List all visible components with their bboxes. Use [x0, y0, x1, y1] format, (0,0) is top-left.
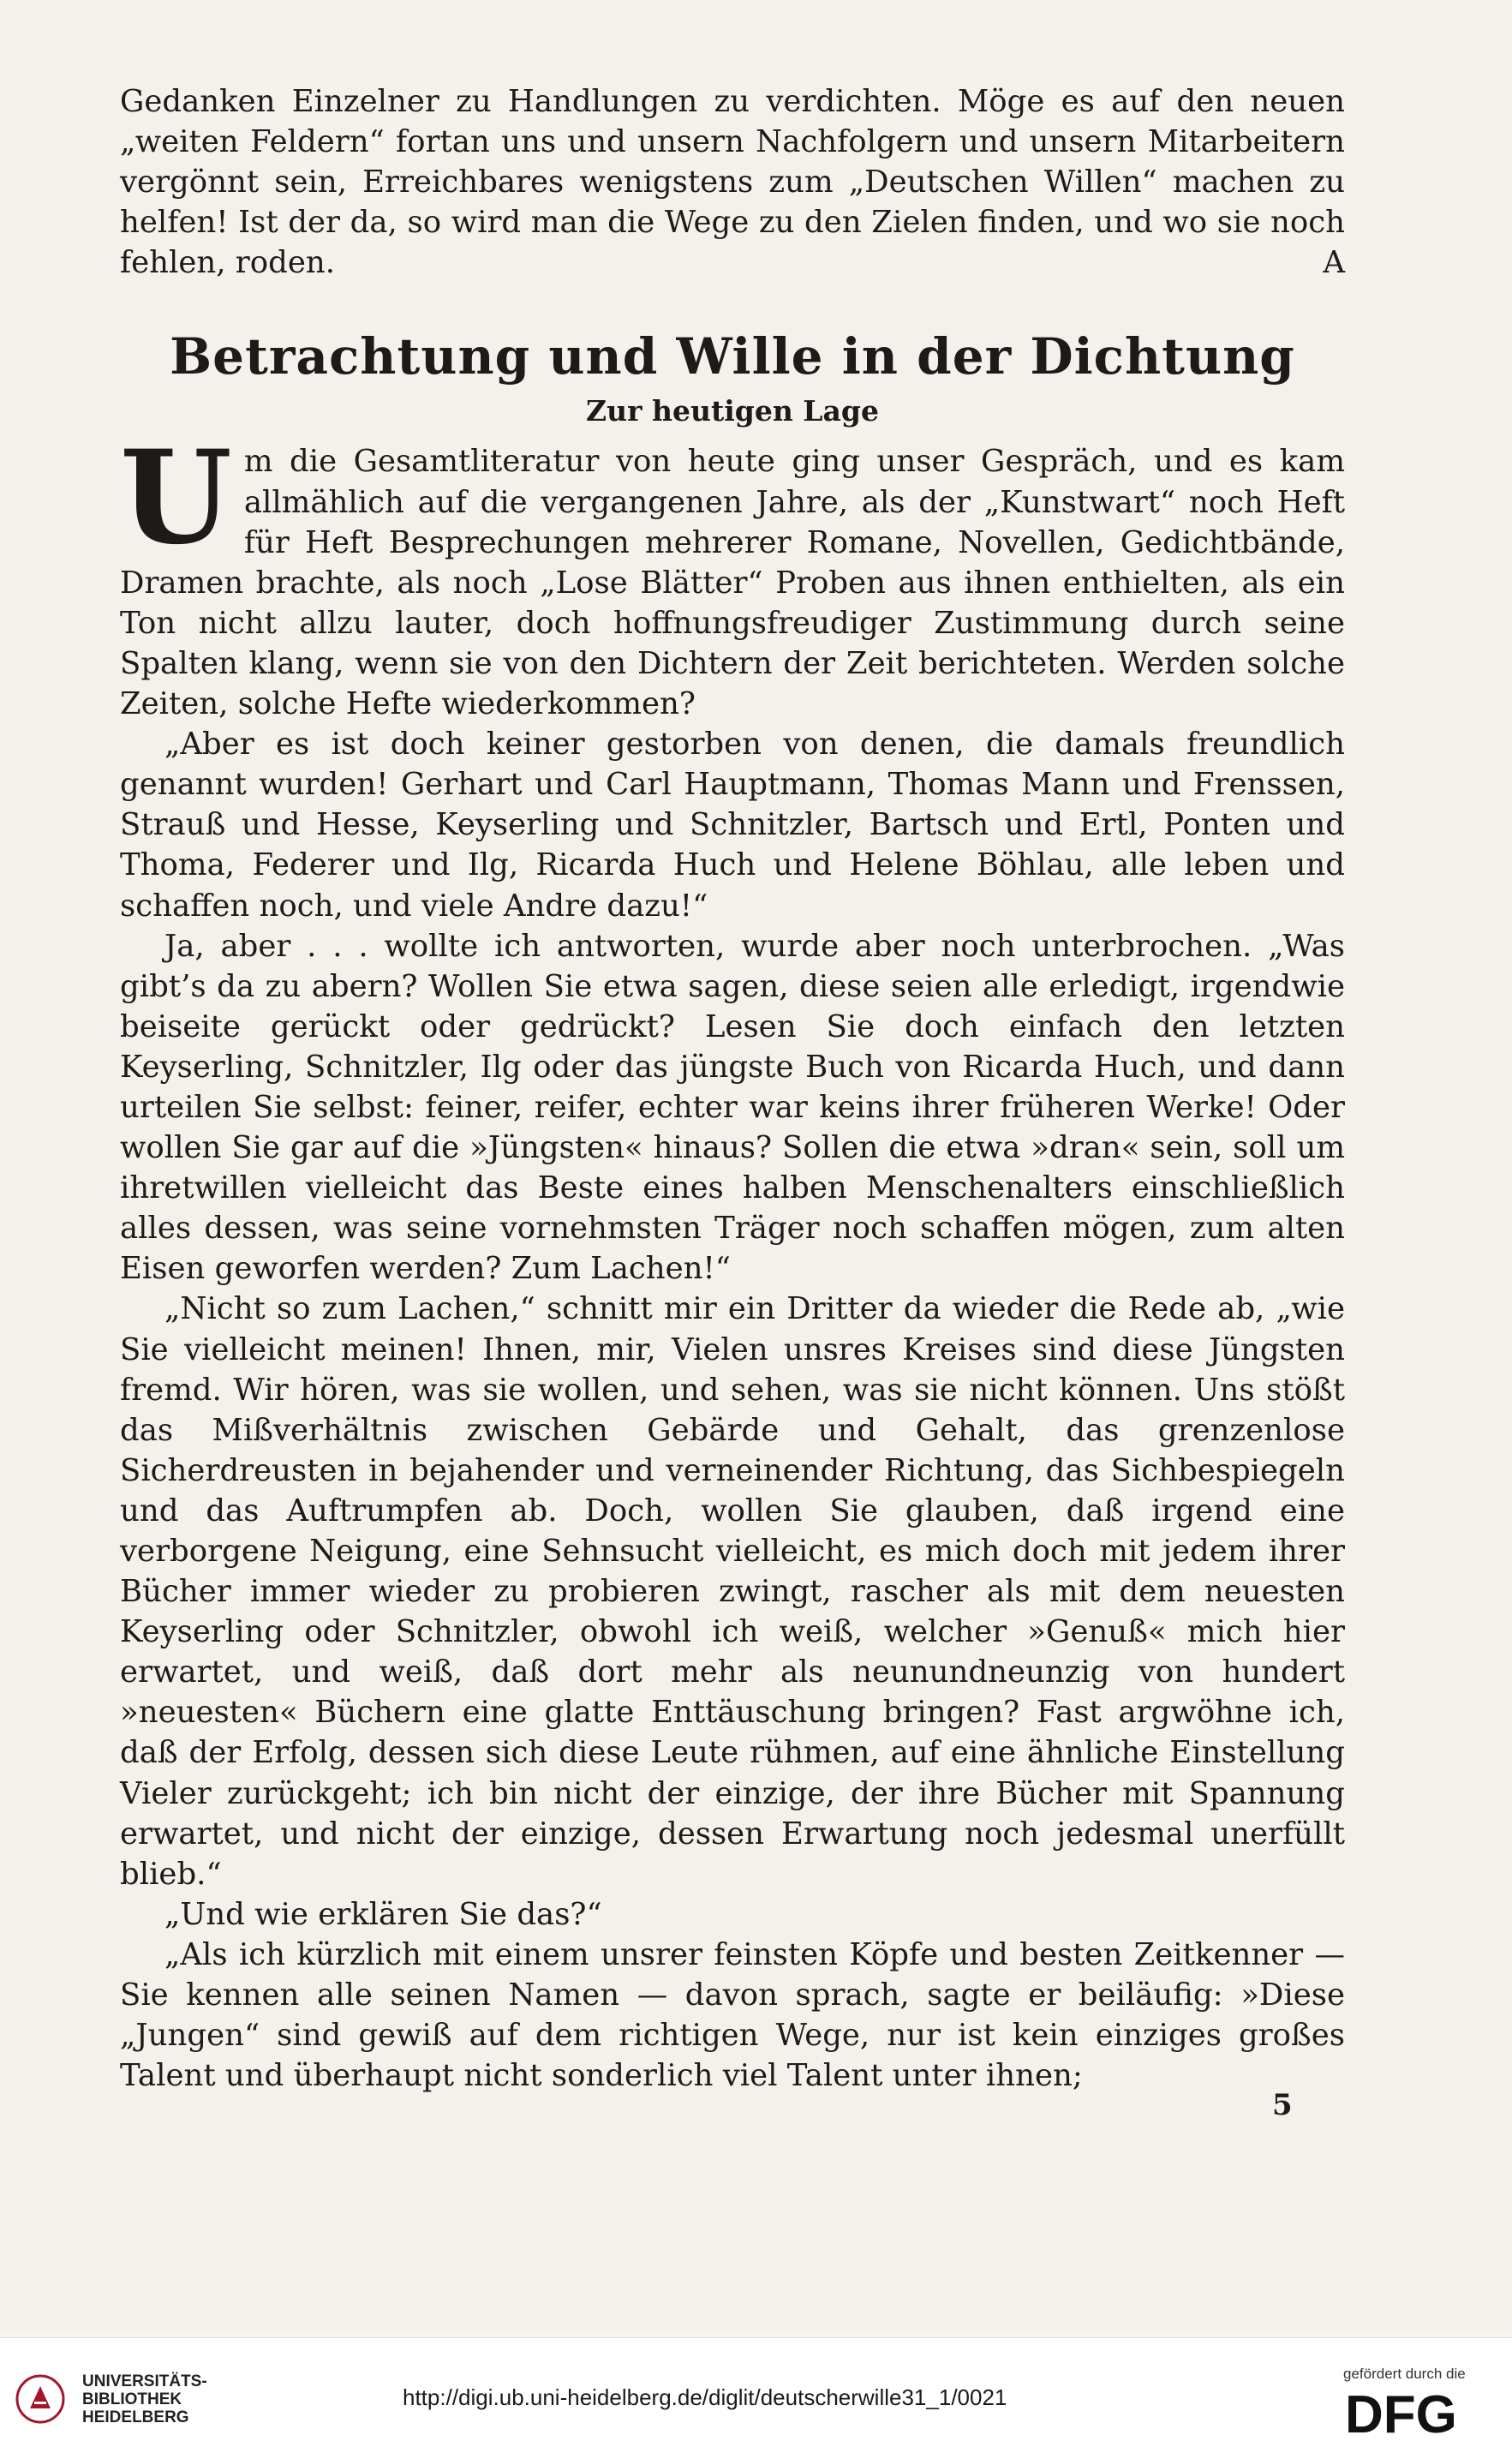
paragraph-3: Ja, aber . . . wollte ich antworten, wurde aber noch unterbrochen. „Was gibt’s da zu abern? Wollen Sie etwa sagen, diese seien alle erledigt, irgendwie beiseite gerückt oder gedrückt? Lesen Sie doch einfach den letzten Keyserling, Schnitzler, Ilg oder das jüngste Buch von Ricarda Huch, und dann urteilen Sie selbst: feiner, reifer, echter war keins ihrer früheren Werke! Oder wollen Sie gar auf die »Jüngsten« hinaus? Sollen die etwa »dran« sein, soll um ihretwillen vielleicht das Beste eines halben Menschenalters einschließlich alles dessen, was seine vornehmsten Träger noch schaffen mögen, zum alten Eisen geworfen werden? Zum Lachen!“	[120, 928, 1345, 1287]
intro-text: Gedanken Einzelner zu Handlungen zu verdichten. Möge es auf den neuen „weiten Feldern“ fortan uns und unsern Nachfolgern und unsern Mitarbeitern vergönnt sein, Erreichbares wenigstens zum „Deutschen Willen“ machen zu helfen! Ist der da, so wird man die Wege zu den Zielen finden, und wo sie noch fehlen, roden.	[120, 84, 1345, 281]
permalink-url[interactable]: http://digi.ub.uni-heidelberg.de/diglit/deutscherwille31_1/0021	[403, 2384, 1007, 2410]
funded-by-label: gefördert durch die	[1343, 2366, 1466, 2382]
paragraph-1-text: m die Gesamtliteratur von heute ging unser Gespräch, und es kam allmählich auf die vergangenen Jahre, als der „Kunstwart“ noch Heft für Heft Besprechungen mehrerer Romane, Novellen, Gedichtbände, Dramen brachte, als noch „Lose Blätter“ Proben aus ihnen enthielten, als ein Ton nicht allzu lauter, doch hoffnungsfreudiger Zustimmung durch seine Spalten klang, wenn sie von den Dichtern der Zeit berichteten. Werden solche Zeiten, solche Hefte wiederkommen?	[120, 444, 1345, 722]
paragraph-1	[120, 422, 1345, 724]
dfg-logo-icon[interactable]	[1345, 2388, 1499, 2439]
university-logo-icon[interactable]	[15, 2374, 65, 2424]
text-block	[120, 81, 1345, 2096]
page-number: 5	[1272, 2088, 1293, 2122]
paragraph-2: „Aber es ist doch keiner gestorben von denen, die damals freundlich genannt wurden! Gerhart und Carl Hauptmann, Thomas Mann und Frenssen, Strauß und Hesse, Keyserling und Schnitzler, Bartsch und Ertl, Ponten und Thoma, Federer und Ilg, Ricarda Huch und Helene Böhlau, alle leben und schaffen noch, und viele Andre dazu!“	[120, 727, 1345, 924]
intro-paragraph	[120, 81, 1345, 283]
dfg-logo-text: DFG	[1345, 2388, 1457, 2439]
drop-cap: U	[120, 422, 232, 574]
paragraph-6: „Als ich kürzlich mit einem unsrer feinsten Köpfe und besten Zeitkenner — Sie kennen alle seinen Namen — davon sprach, sagte er beiläufig: »Diese „Jungen“ sind gewiß auf dem richtigen Wege, nur ist kein einziges großes Talent und überhaupt nicht sonderlich viel Talent unter ihnen;	[120, 1936, 1345, 2094]
library-name[interactable]: UNIVERSITÄTS- BIBLIOTHEK HEIDELBERG	[82, 2372, 207, 2426]
article-subtitle: Zur heutigen Lage	[586, 394, 879, 428]
paragraph-5: „Und wie erklären Sie das?“	[164, 1896, 602, 1932]
article-title: Betrachtung und Wille in der Dichtung	[170, 327, 1295, 386]
footer-bar	[0, 2337, 1512, 2447]
paragraph-4: „Nicht so zum Lachen,“ schnitt mir ein Dritter da wieder die Rede ab, „wie Sie vielleicht meinen! Ihnen, mir, Vielen unsres Kreises sind diese Jüngsten fremd. Wir hören, was sie wollen, und sehen, was sie nicht können. Uns stößt das Mißverhältnis zwischen Gebärde und Gehalt, das grenzenlose Sicherdreusten in bejahender und verneinender Richtung, das Sichbespiegeln und das Auftrumpfen ab. Doch, wollen Sie glauben, daß irgend eine verborgene Neigung, eine Sehnsucht vielleicht, es mich doch mit jedem ihrer Bücher immer wieder zu probieren zwingt, rascher als mit dem neuesten Keyserling oder Schnitzler, obwohl ich weiß, welcher »Genuß« mich hier erwartet, und weiß, daß dort mehr als neunundneunzig von hundert »neuesten« Büchern eine glatte Enttäuschung bringen? Fast argwöhne ich, daß der Erfolg, dessen sich diese Leute rühmen, auf eine ähnliche Einstellung Vieler zurückgeht; ich bin nicht der einzige, der ihre Bücher mit Spannung erwartet, und nicht der einzige, dessen Erwartung noch jedesmal unerfüllt blieb.“	[120, 1291, 1345, 1892]
intro-signature: A	[1323, 245, 1345, 281]
